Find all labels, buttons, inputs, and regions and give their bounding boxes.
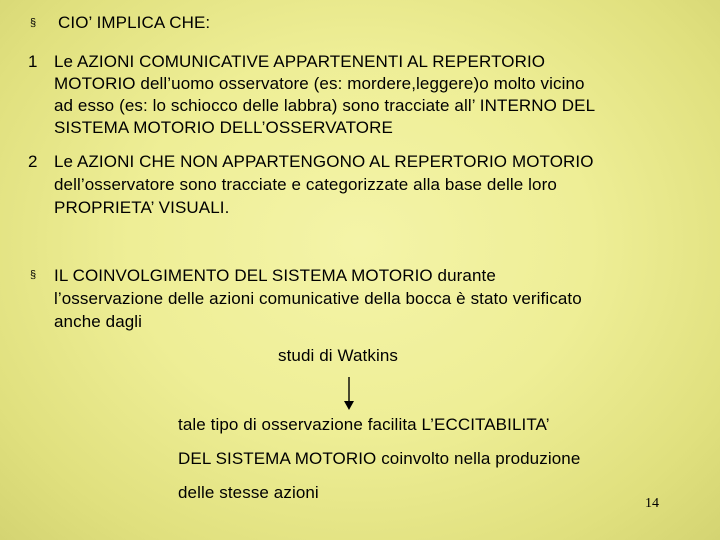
item-2-number: 2: [28, 152, 38, 171]
item-1-line-2: MOTORIO dell’uomo osservatore (es: mordere,leggere)o molto vicino: [54, 74, 585, 93]
item-3-line-1: IL COINVOLGIMENTO DEL SISTEMA MOTORIO durante: [54, 266, 496, 285]
item-2-line-1: Le AZIONI CHE NON APPARTENGONO AL REPERTORIO MOTORIO: [54, 152, 594, 171]
item-1-line-1: Le AZIONI COMUNICATIVE APPARTENENTI AL REPERTORIO: [54, 52, 546, 71]
page-number: 14: [645, 496, 659, 511]
square-bullet-icon: §: [30, 269, 37, 281]
conclusion-line-1: tale tipo di osservazione facilita L’ECCITABILITA’: [178, 415, 550, 434]
item-3-line-2: l’osservazione delle azioni comunicative della bocca è stato verificato: [54, 289, 582, 308]
item-1-line-3: ad esso (es: lo schiocco delle labbra) sono tracciate all’ INTERNO DEL: [54, 96, 596, 115]
square-bullet-icon: §: [30, 17, 37, 29]
header-text: CIO’ IMPLICA CHE:: [58, 13, 211, 32]
item-1-number: 1: [28, 52, 38, 71]
item-2-line-3: PROPRIETA’ VISUALI.: [54, 198, 230, 217]
down-arrow-icon: [343, 377, 355, 411]
item-2-line-2: dell’osservatore sono tracciate e categorizzate alla base delle loro: [54, 175, 557, 194]
conclusion-line-3: delle stesse azioni: [178, 483, 319, 502]
item-3-line-3: anche dagli: [54, 312, 143, 331]
watkins-text: studi di Watkins: [278, 346, 399, 365]
item-1-line-4: SISTEMA MOTORIO DELL’OSSERVATORE: [54, 118, 393, 137]
conclusion-line-2: DEL SISTEMA MOTORIO coinvolto nella produzione: [178, 449, 581, 468]
